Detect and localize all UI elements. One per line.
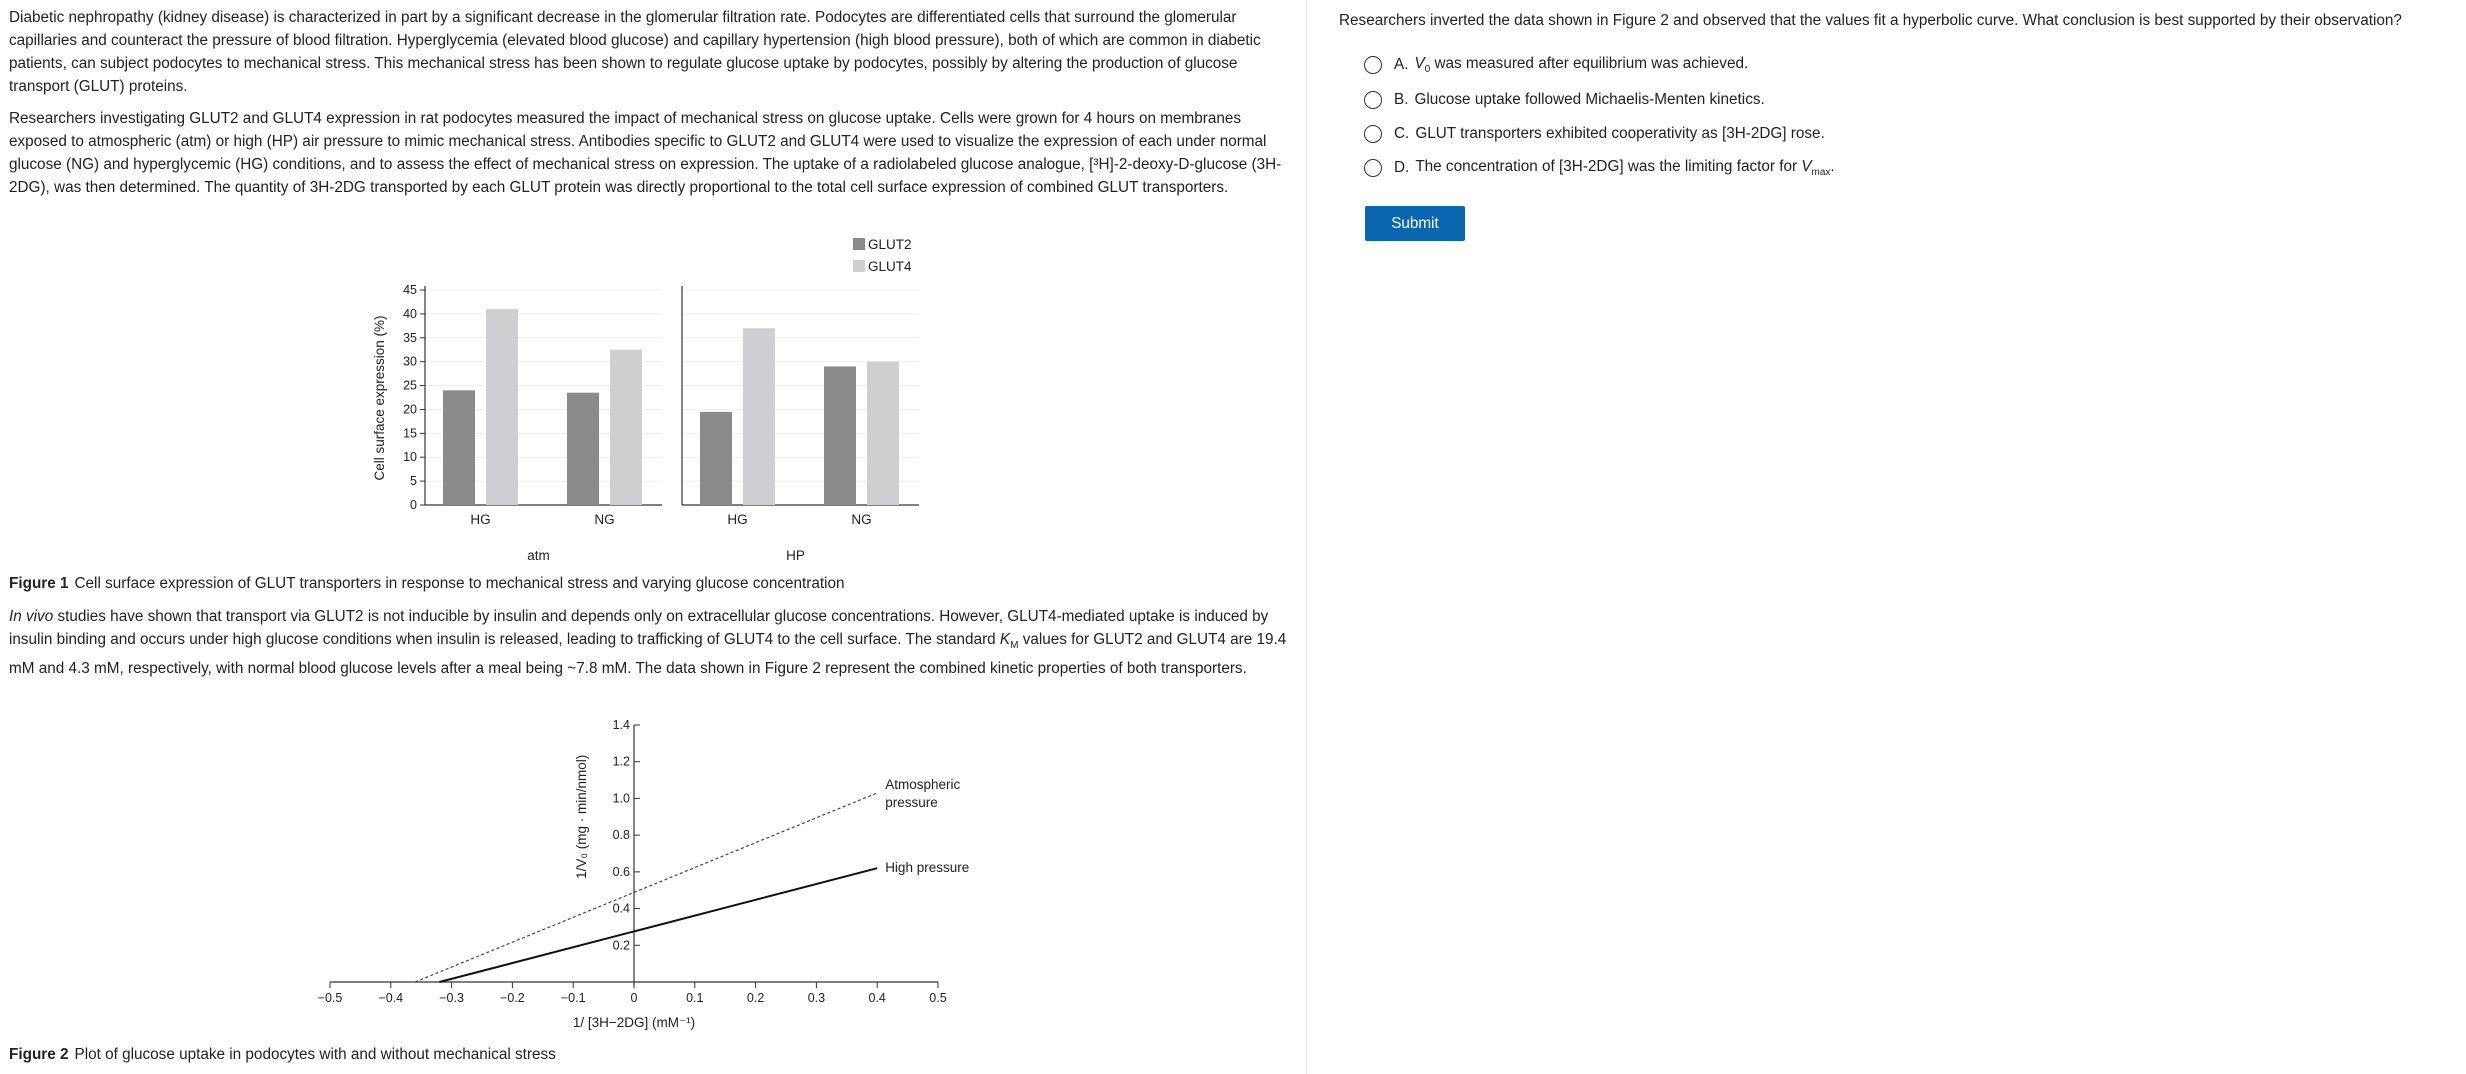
series-line-high-pressure (439, 868, 877, 982)
y-tick-label: 0.6 (612, 864, 630, 879)
series-line-atmospheric-pressure (415, 793, 877, 982)
y-tick-label: 0.2 (612, 938, 630, 953)
option-d-radio[interactable] (1364, 159, 1382, 177)
x-category-label: NG (594, 512, 615, 527)
x-tick-label: −0.3 (439, 991, 464, 1005)
group-label-atm: atm (527, 548, 550, 562)
figure-1-bar-chart (360, 232, 940, 562)
y-tick-label: 1.0 (612, 791, 630, 806)
y-tick-label: 1.4 (612, 718, 630, 732)
x-tick-label: −0.4 (378, 991, 404, 1005)
option-b-radio[interactable] (1364, 91, 1382, 109)
bar-glut2-atm-hg (443, 390, 475, 505)
option-c-radio[interactable] (1364, 125, 1382, 143)
question-panel (1308, 0, 2466, 1074)
option-a-v-subscript: 0 (1424, 64, 1431, 76)
legend-swatch-glut4 (853, 260, 865, 272)
option-a-text-post: was measured after equilibrium was achieved. (1430, 54, 1749, 72)
x-tick-label: 0.2 (746, 991, 765, 1005)
option-d-v-symbol: V (1801, 157, 1812, 175)
option-d-text-pre: The concentration of [3H-2DG] was the limiting factor for (1415, 157, 1802, 175)
option-d-letter: D. (1394, 159, 1410, 176)
y-tick-label: 45 (403, 283, 417, 297)
option-d-text (1415, 158, 1834, 178)
option-c[interactable] (1364, 122, 1825, 146)
x-tick-label: −0.2 (500, 991, 525, 1005)
y-tick-label: 25 (403, 378, 417, 393)
km-symbol: K (999, 631, 1011, 648)
y-tick-label: 35 (403, 330, 417, 345)
x-category-label: HG (727, 512, 748, 527)
y-tick-label: 1.2 (612, 754, 630, 769)
question-stem: Researchers inverted the data shown in Figure 2 and observed that the values fit a hyperbolic curve. What conclusion is best supported by their observation? (1339, 12, 2402, 29)
x-tick-label: −0.1 (560, 991, 586, 1005)
figure-1-caption (9, 574, 845, 594)
series-label-atmospheric-pressure: pressure (885, 794, 938, 810)
option-b-text: Glucose uptake followed Michaelis-Menten kinetics. (1414, 91, 1765, 108)
y-axis-label: 1/V₀ (mg · min/nmol) (574, 754, 589, 879)
y-tick-label: 0.4 (612, 901, 630, 916)
x-category-label: HG (470, 512, 491, 527)
y-tick-label: 30 (403, 354, 417, 369)
option-d-v-subscript: max (1811, 167, 1831, 179)
bar-glut2-atm-ng (567, 393, 599, 505)
y-tick-label: 15 (403, 426, 417, 441)
x-tick-label: 0 (630, 991, 638, 1005)
y-tick-label: 0 (410, 498, 417, 512)
km-subscript: M (1010, 640, 1019, 652)
series-label-atmospheric-pressure: Atmospheric (885, 776, 961, 792)
paragraph-3-text-a: studies have shown that transport via GLUT2 is not inducible by insulin and depends only on extracellular glucose concentrations. However, GLUT4-mediated uptake is induced by insulin binding and occurs under high glucose conditions when insulin is released, leading to trafficking of GLUT4 to the cell surface. The standard (9, 608, 1269, 648)
y-tick-label: 10 (403, 450, 417, 465)
x-tick-label: −0.5 (317, 991, 343, 1005)
bar-glut4-atm-hg (486, 309, 518, 505)
option-a-text (1414, 55, 1748, 75)
option-d[interactable] (1364, 156, 1835, 180)
figure-2-caption-label: Figure 2 (9, 1046, 69, 1063)
legend-label-glut4: GLUT4 (868, 259, 912, 274)
figure-1-caption-text: Cell surface expression of GLUT transporters in response to mechanical stress and varying glucose concentration (74, 575, 845, 592)
x-category-label: NG (851, 512, 872, 527)
option-a[interactable] (1364, 53, 1748, 77)
in-vivo-text: In vivo (9, 608, 54, 625)
x-tick-label: 0.1 (686, 991, 704, 1005)
passage-paragraph-2: Researchers investigating GLUT2 and GLUT4 expression in rat podocytes measured the impact of mechanical stress on glucose uptake. Cells were grown for 4 hours on membranes exposed to atmospheric (atm) or high (HP) air pressure to mimic mechanical stress. Antibodies specific to GLUT2 and GLUT4 were used to visualize the expression of each under normal glucose (NG) and hyperglycemic (HG) conditions, and to assess the effect of mechanical stress on expression. The uptake of a radiolabeled glucose analogue, [³H]-2-deoxy-D-glucose (3H-2DG), was then determined. The quantity of 3H-2DG transported by each GLUT protein was directly proportional to the total cell surface expression of combined GLUT transporters. (9, 110, 1282, 196)
bar-glut4-hp-ng (867, 362, 899, 505)
figure-1-caption-label: Figure 1 (9, 575, 69, 592)
paragraph-3-text-b: values for GLUT2 and GLUT4 are 19.4 mM and 4.3 mM, respectively, with normal blood glucose levels after a meal being ~7.8 mM. The data shown in Figure 2 represent the combined kinetic properties of both transporters. (9, 631, 1287, 678)
bar-glut4-atm-ng (610, 350, 642, 505)
legend-swatch-glut2 (853, 238, 865, 250)
figure-2-caption-text: Plot of glucose uptake in podocytes with and without mechanical stress (74, 1046, 556, 1063)
submit-button[interactable]: Submit (1365, 206, 1465, 241)
x-tick-label: 0.4 (868, 991, 886, 1005)
figure-2-lineweaver-burk-plot (300, 705, 1020, 1035)
y-tick-label: 0.8 (612, 828, 630, 843)
x-axis-label: 1/ [3H−2DG] (mM⁻¹) (572, 1015, 696, 1030)
option-b[interactable] (1364, 88, 1765, 112)
y-axis-label: Cell surface expression (%) (372, 315, 387, 481)
series-label-high-pressure: High pressure (885, 860, 970, 876)
x-tick-label: 0.5 (929, 991, 947, 1005)
passage-paragraph-1: Diabetic nephropathy (kidney disease) is characterized in part by a significant decrease in the glomerular filtration rate. Podocytes are differentiated cells that surround the glomerular capillaries and counteract the pressure of blood filtration. Hyperglycemia (elevated blood glucose) and capillary hypertension (high blood pressure), both of which are common in diabetic patients, can subject podocytes to mechanical stress. This mechanical stress has been shown to regulate glucose uptake by podocytes, possibly by altering the production of glucose transport (GLUT) proteins. (9, 9, 1261, 95)
bar-glut2-hp-hg (700, 412, 732, 505)
option-a-radio[interactable] (1364, 56, 1382, 74)
figure-2-caption (9, 1045, 556, 1065)
passage-paragraph-3 (9, 605, 1294, 680)
option-c-letter: C. (1394, 125, 1410, 142)
bar-glut2-hp-ng (824, 366, 856, 505)
option-a-letter: A. (1394, 56, 1409, 73)
option-c-text: GLUT transporters exhibited cooperativity as [3H-2DG] rose. (1415, 125, 1825, 142)
bar-glut4-hp-hg (743, 328, 775, 505)
option-d-text-post: . (1830, 157, 1835, 175)
y-tick-label: 5 (410, 474, 417, 489)
option-b-letter: B. (1394, 91, 1409, 108)
y-tick-label: 20 (403, 402, 417, 417)
option-a-v-symbol: V (1414, 54, 1425, 72)
x-tick-label: 0.3 (807, 991, 826, 1005)
y-tick-label: 40 (403, 306, 417, 321)
legend-label-glut2: GLUT2 (868, 237, 912, 252)
group-label-hp: HP (786, 548, 805, 562)
